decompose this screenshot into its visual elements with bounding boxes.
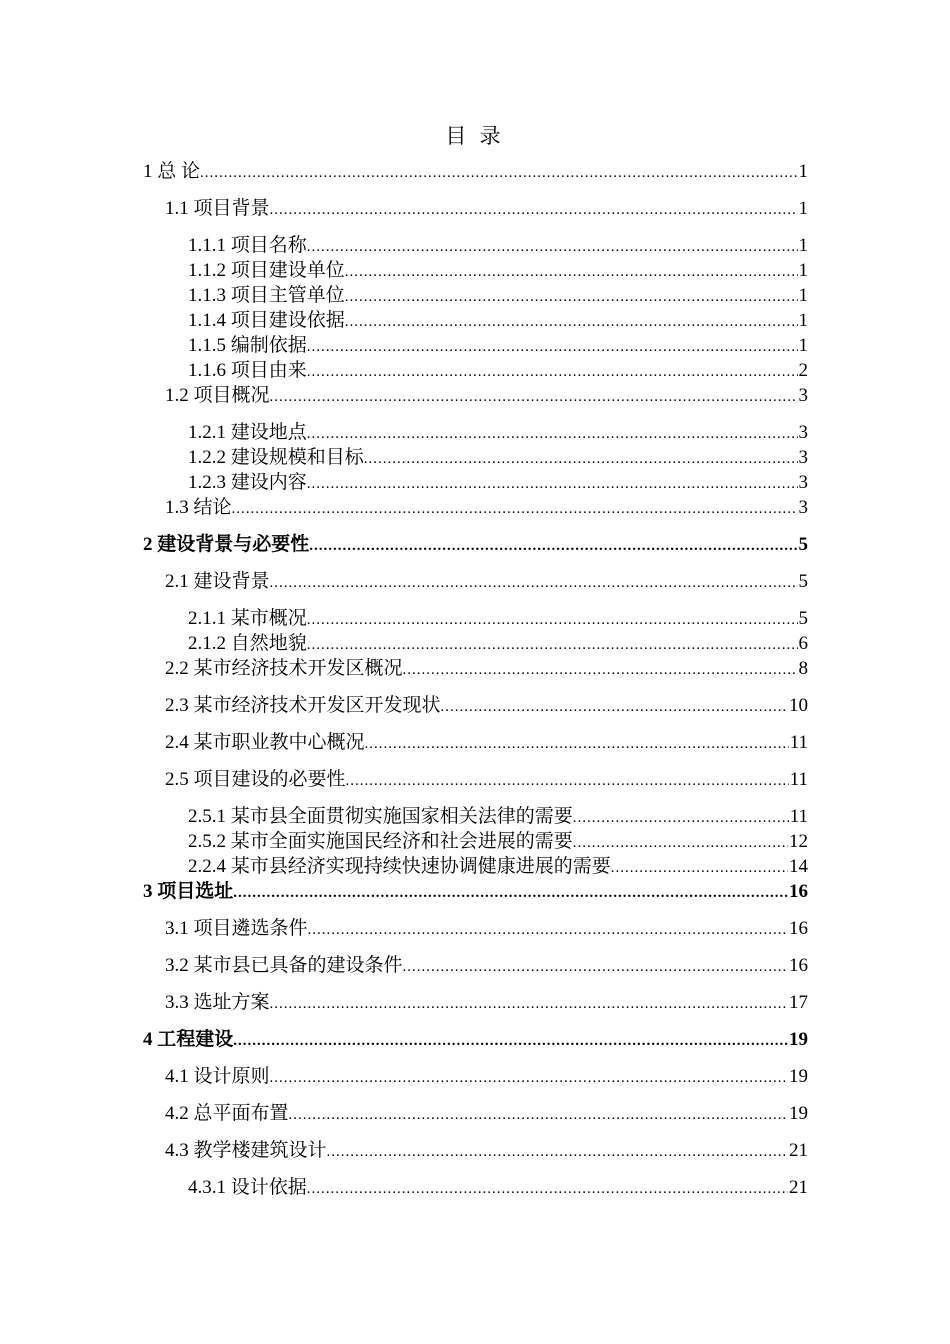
toc-entry-page-number: 3 [798,472,808,493]
toc-entry-page-number: 21 [789,1177,808,1198]
toc-entry[interactable] [188,830,808,855]
toc-entry[interactable] [188,309,808,334]
toc-entry[interactable] [188,421,808,446]
toc-entry[interactable] [165,1139,808,1164]
toc-entry-page-number: 5 [798,534,808,555]
toc-entry-label: 2.3 某市经济技术开发区开发现状 [165,695,441,716]
toc-entry-label: 2.4 某市职业教中心概况 [165,732,365,753]
dot-leader [307,335,798,359]
dot-leader [403,955,788,979]
dot-leader [232,497,798,521]
toc-entry-label: 4.3.1 设计依据 [188,1177,307,1198]
toc-entry[interactable] [188,259,808,284]
toc-entry[interactable] [143,533,808,558]
toc-entry[interactable] [188,855,808,880]
dot-leader [327,1140,788,1164]
toc-entry-label: 1.1.6 项目由来 [188,360,307,381]
dot-leader [346,769,789,793]
toc-entry[interactable] [188,607,808,632]
toc-entry-label: 1.3 结论 [165,497,232,518]
toc-entry[interactable] [165,694,808,719]
toc-entry-label: 2.1.1 某市概况 [188,608,307,629]
toc-entry-label: 4.1 设计原则 [165,1066,270,1087]
dot-leader [573,806,789,830]
toc-entry-page-number: 1 [798,310,808,331]
toc-entry-label: 2.5 项目建设的必要性 [165,769,346,790]
toc-entry-page-number: 5 [798,571,808,592]
toc-entry-label: 3.2 某市县已具备的建设条件 [165,955,403,976]
toc-entry-page-number: 1 [798,235,808,256]
dot-leader [270,385,798,409]
toc-entry-label: 4.3 教学楼建筑设计 [165,1140,327,1161]
toc-entry-label: 1.1.2 项目建设单位 [188,260,345,281]
toc-entry[interactable] [165,768,808,793]
toc-entry-label: 1.2 项目概况 [165,385,270,406]
dot-leader [307,360,798,384]
dot-leader [611,856,788,880]
dot-leader [309,534,797,558]
toc-entry-page-number: 6 [798,633,808,654]
toc-entry[interactable] [143,880,808,905]
toc-entry-page-number: 12 [789,831,808,852]
toc-entry[interactable] [143,160,808,185]
toc-entry-page-number: 3 [798,497,808,518]
dot-leader [270,1066,788,1090]
toc-entry-label: 1.2.1 建设地点 [188,422,307,443]
toc-entry-label: 2.5.1 某市县全面贯彻实施国家相关法律的需要 [188,806,573,827]
toc-entry-label: 2.2 某市经济技术开发区概况 [165,658,403,679]
toc-entry[interactable] [188,805,808,830]
toc-entry[interactable] [165,1065,808,1090]
toc-entry-label: 2 建设背景与必要性 [143,534,310,555]
toc-entry-label: 3.3 选址方案 [165,992,270,1013]
toc-entry-page-number: 19 [789,1066,808,1087]
toc-entry[interactable] [165,991,808,1016]
dot-leader [345,310,798,334]
toc-entry[interactable] [165,384,808,409]
dot-leader [307,608,798,632]
dot-leader [365,732,789,756]
toc-entry-page-number: 11 [789,806,808,827]
dot-leader [403,658,798,682]
toc-entry-label: 4 工程建设 [143,1029,234,1050]
toc-entry-label: 2.2.4 某市县经济实现持续快速协调健康进展的需要 [188,856,611,877]
toc-entry-label: 2.1 建设背景 [165,571,270,592]
toc-entry-page-number: 19 [789,1029,808,1050]
toc-entry[interactable] [165,657,808,682]
toc-entry-label: 4.2 总平面布置 [165,1103,289,1124]
toc-entry-page-number: 17 [789,992,808,1013]
toc-entry[interactable] [188,284,808,309]
toc-entry-page-number: 16 [789,881,808,902]
toc-entry-page-number: 1 [798,285,808,306]
toc-entry-page-number: 3 [798,385,808,406]
toc-entry-label: 1.1.4 项目建设依据 [188,310,345,331]
toc-entry[interactable] [165,570,808,595]
toc-entry[interactable] [188,234,808,259]
toc-entry-page-number: 3 [798,447,808,468]
dot-leader [200,161,797,185]
dot-leader [307,422,798,446]
toc-entry[interactable] [188,471,808,496]
toc-entry-page-number: 2 [798,360,808,381]
dot-leader [307,1177,788,1201]
toc-entry[interactable] [188,446,808,471]
toc-entry[interactable] [188,359,808,384]
toc-entry[interactable] [165,496,808,521]
toc-entry-page-number: 16 [789,955,808,976]
toc-entry-page-number: 11 [789,732,808,753]
dot-leader [307,633,798,657]
dot-leader [307,472,798,496]
dot-leader [270,992,788,1016]
dot-leader [289,1103,788,1127]
toc-entry-label: 1.1 项目背景 [165,198,270,219]
toc-entry-page-number: 3 [798,422,808,443]
dot-leader [345,260,798,284]
toc-entry-page-number: 21 [789,1140,808,1161]
toc-entry[interactable] [188,334,808,359]
toc-entry-label: 2.5.2 某市全面实施国民经济和社会进展的需要 [188,831,573,852]
toc-entry[interactable] [165,731,808,756]
dot-leader [345,285,798,309]
toc-entry-page-number: 1 [798,198,808,219]
toc-entry-label: 1 总 论 [143,161,201,182]
toc-entry[interactable] [165,197,808,222]
toc-entry-label: 2.1.2 自然地貌 [188,633,307,654]
toc-entry-label: 3 项目选址 [143,881,234,902]
toc-entry[interactable] [188,1176,808,1201]
toc-entry-label: 3.1 项目遴选条件 [165,918,308,939]
dot-leader [233,1029,788,1053]
toc-entry-page-number: 1 [798,260,808,281]
toc-entry-label: 1.1.3 项目主管单位 [188,285,345,306]
toc-entry-label: 1.1.1 项目名称 [188,235,307,256]
dot-leader [364,447,798,471]
toc-entry-page-number: 14 [789,856,808,877]
dot-leader [307,235,798,259]
toc-entry[interactable] [188,632,808,657]
toc-entry[interactable] [165,1102,808,1127]
toc-entry-page-number: 10 [789,695,808,716]
toc-entry-label: 1.2.3 建设内容 [188,472,307,493]
toc-entry-page-number: 1 [798,161,808,182]
dot-leader [441,695,788,719]
toc-title: 目 录 [445,124,505,148]
toc-entry-page-number: 19 [789,1103,808,1124]
dot-leader [308,918,788,942]
dot-leader [233,881,788,905]
dot-leader [270,198,798,222]
toc-entry[interactable] [143,1028,808,1053]
toc-entry-page-number: 16 [789,918,808,939]
toc-entry-page-number: 1 [798,335,808,356]
dot-leader [270,571,798,595]
toc-entry-label: 1.1.5 编制依据 [188,335,307,356]
dot-leader [573,831,788,855]
toc-entry-page-number: 11 [789,769,808,790]
toc-entry-page-number: 5 [798,608,808,629]
toc-entry-page-number: 8 [798,658,808,679]
toc-entry[interactable] [165,954,808,979]
toc-entry[interactable] [165,917,808,942]
toc-entry-label: 1.2.2 建设规模和目标 [188,447,364,468]
